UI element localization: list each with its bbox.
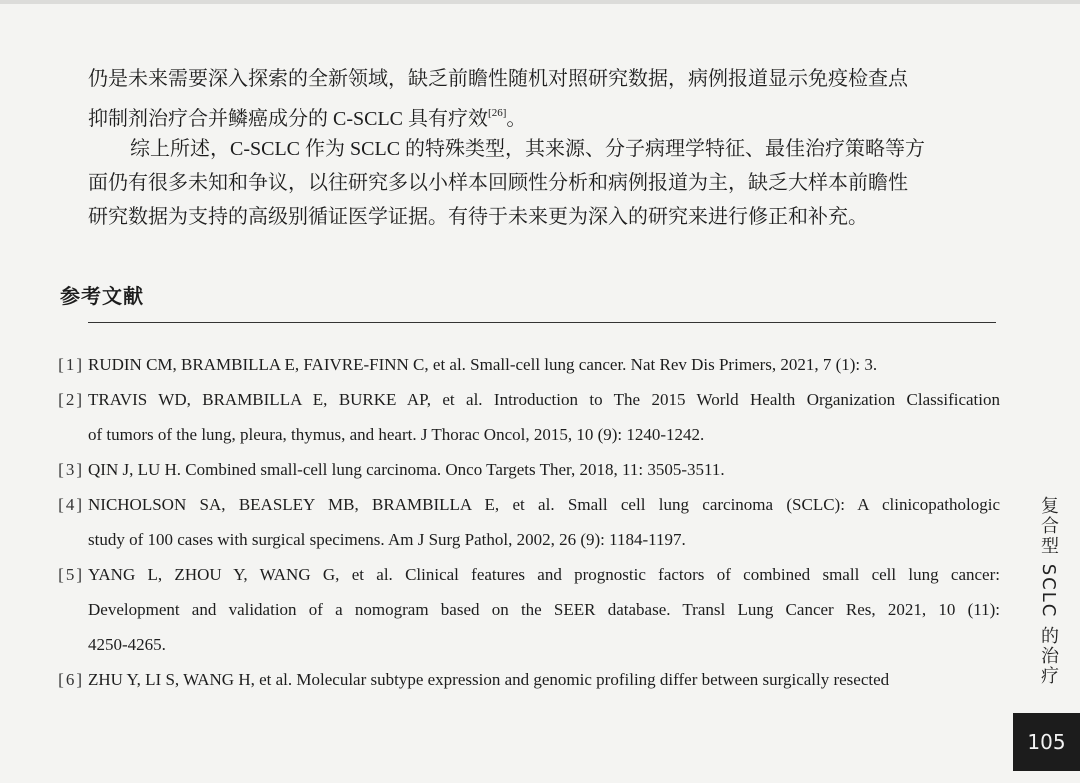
chapter-side-label: 复合型 SCLC 的治疗 — [1038, 496, 1059, 687]
reference-text: study of 100 cases with surgical specimens. Am J Surg Pathol, 2002, 26 (9): 1184-1197. — [88, 530, 686, 549]
reference-number: [6] — [58, 670, 84, 689]
reference-text: TRAVIS WD, BRAMBILLA E, BURKE AP, et al. Introduction to The 2015 World Health Organization Classification — [88, 390, 1000, 409]
reference-text: ZHU Y, LI S, WANG H, et al. Molecular subtype expression and genomic profiling differ between surgically resected — [88, 670, 890, 689]
reference-item — [40, 452, 1000, 487]
reference-text: YANG L, ZHOU Y, WANG G, et al. Clinical features and prognostic factors of combined small cell lung cancer: — [88, 565, 1000, 584]
reference-item — [40, 662, 1000, 697]
reference-number: [3] — [58, 460, 84, 479]
body-text: 抑制剂治疗合并鳞癌成分的 C-SCLC 具有疗效 — [88, 108, 489, 130]
references-heading: 参考文献 — [60, 284, 144, 308]
reference-item — [40, 347, 1000, 382]
reference-list — [40, 347, 1000, 697]
page-top-edge — [0, 0, 1080, 4]
body-line: 综上所述，C-SCLC 作为 SCLC 的特殊类型，其来源、分子病理学特征、最佳治疗策略等方 — [130, 138, 926, 160]
reference-item — [40, 382, 1000, 452]
reference-number: [1] — [58, 355, 84, 374]
reference-text: of tumors of the lung, pleura, thymus, and heart. J Thorac Oncol, 2015, 10 (9): 1240-1242. — [88, 425, 705, 444]
body-paragraph-2 — [88, 132, 1003, 234]
body-line: 仍是未来需要深入探索的全新领域，缺乏前瞻性随机对照研究数据，病例报道显示免疫检查点 — [88, 68, 908, 90]
reference-item — [40, 487, 1000, 557]
reference-text: 4250-4265. — [88, 635, 166, 654]
reference-number: [4] — [58, 495, 84, 514]
body-line: 研究数据为支持的高级别循证医学证据。有待于未来更为深入的研究来进行修正和补充。 — [88, 206, 868, 228]
body-text: 。 — [506, 108, 527, 130]
body-line — [88, 96, 1003, 136]
reference-text: NICHOLSON SA, BEASLEY MB, BRAMBILLA E, et al. Small cell lung carcinoma (SCLC): A clinicopathologic — [88, 495, 1000, 514]
reference-text: QIN J, LU H. Combined small-cell lung carcinoma. Onco Targets Ther, 2018, 11: 3505-3511. — [88, 460, 725, 479]
body-line: 面仍有很多未知和争议，以往研究多以小样本回顾性分析和病例报道为主，缺乏大样本前瞻性 — [88, 172, 908, 194]
reference-text: Development and validation of a nomogram based on the SEER database. Transl Lung Cancer Res, 2021, 10 (11): — [88, 600, 1000, 619]
reference-text: RUDIN CM, BRAMBILLA E, FAIVRE-FINN C, et al. Small-cell lung cancer. Nat Rev Dis Primers, 2021, 7 (1): 3. — [88, 355, 878, 374]
body-paragraph-1 — [88, 62, 1003, 136]
references-divider — [88, 322, 996, 323]
citation-marker: [26] — [488, 107, 507, 119]
reference-number: [2] — [58, 390, 84, 409]
reference-number: [5] — [58, 565, 84, 584]
page-number: 105 — [1013, 713, 1080, 771]
reference-item — [40, 557, 1000, 662]
